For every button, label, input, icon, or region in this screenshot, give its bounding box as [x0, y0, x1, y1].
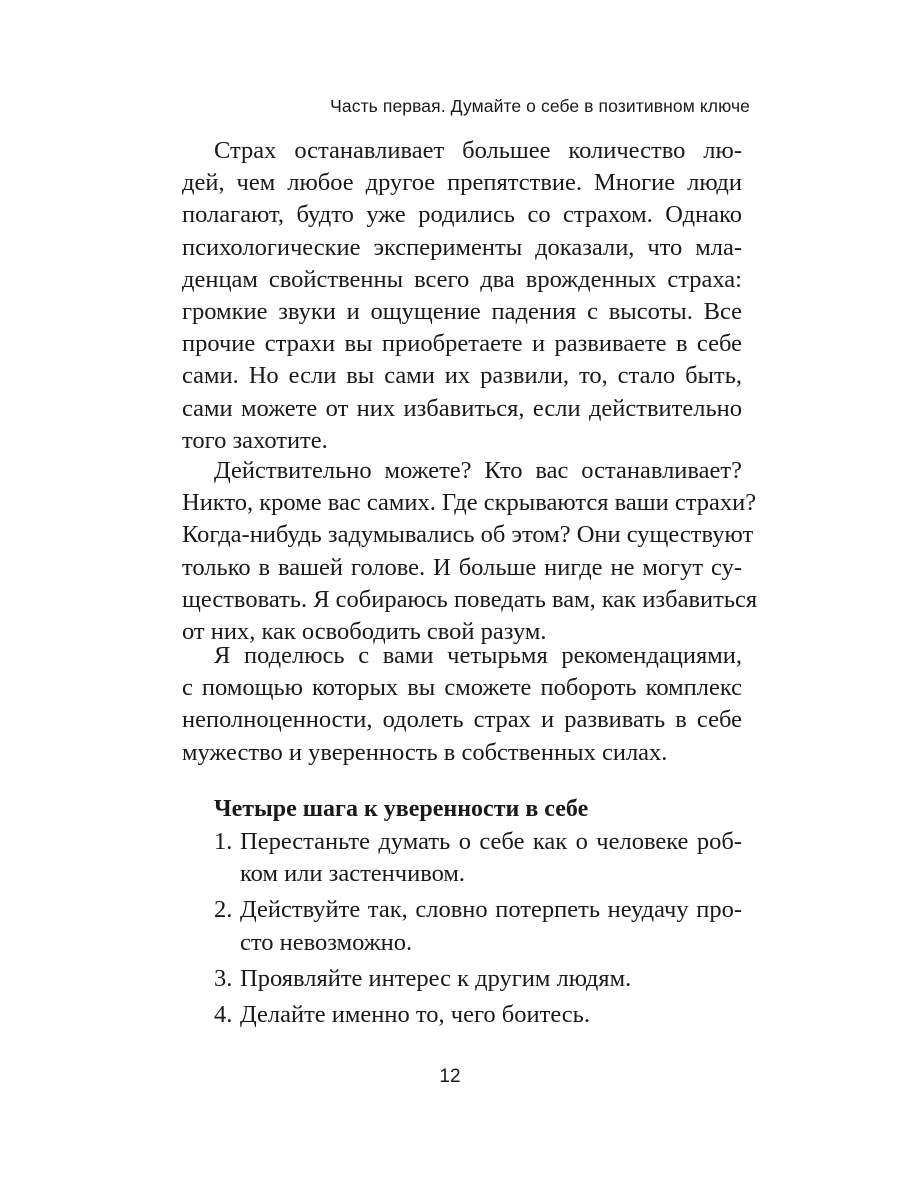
- paragraph-line: Страх останавливает большее количество лю-: [214, 137, 742, 164]
- step-line: Перестаньте думать о себе как о человеке роб-: [240, 828, 742, 855]
- paragraph-line: только в вашей голове. И больше нигде не могут су-: [182, 553, 742, 581]
- paragraph-line: дей, чем любое другое препятствие. Многие люди: [182, 169, 742, 197]
- paragraph-line: мужество и уверенность в собственных силах.: [182, 738, 668, 766]
- steps-heading: Четыре шага к уверенности в себе: [214, 796, 589, 822]
- step-line: Проявляйте интерес к другим людям.: [240, 964, 632, 992]
- paragraph-1: [182, 135, 742, 457]
- paragraph-line: Я поделюсь с вами четырьмя рекомендациями,: [214, 642, 742, 669]
- paragraph-line: того захотите.: [182, 426, 328, 454]
- paragraph-line: денцам свойственны всего два врожденных страха:: [182, 265, 742, 293]
- paragraph-line: Когда-нибудь задумывались об этом? Они существуют: [182, 521, 754, 549]
- step-line: ком или застенчивом.: [240, 860, 466, 888]
- step-line: Делайте именно то, чего боитесь.: [240, 1001, 590, 1029]
- paragraph-2: [182, 455, 758, 648]
- paragraph-line: сами. Но если вы сами их развили, то, стало быть,: [182, 362, 742, 390]
- paragraph-line: полагают, будто уже родились со страхом. Однако: [182, 201, 742, 229]
- paragraph-line: сами можете от них избавиться, если действительно: [182, 394, 742, 422]
- step-number: 2.: [214, 896, 233, 924]
- list-item: [214, 999, 742, 1031]
- step-line: Действуйте так, словно потерпеть неудачу про-: [240, 896, 742, 924]
- paragraph-line: громкие звуки и ощущение падения с высоты. Все: [182, 298, 742, 326]
- paragraph-line: прочие страхи вы приобретаете и развиваете в себе: [182, 330, 742, 358]
- paragraph-line: неполноценности, одолеть страх и развивать в себе: [182, 706, 742, 734]
- paragraph-line: Никто, кроме вас самих. Где скрываются ваши страхи?: [182, 489, 757, 517]
- page-number: 12: [439, 1066, 461, 1087]
- paragraph-line: с помощью которых вы сможете побороть комплекс: [182, 674, 742, 702]
- paragraph-3: [182, 640, 742, 769]
- paragraph-line: психологические эксперименты доказали, что мла-: [182, 233, 742, 261]
- step-line: сто невозможно.: [240, 928, 413, 956]
- paragraph-line: ществовать. Я собираюсь поведать вам, как избавиться: [182, 585, 758, 613]
- paragraph-line: от них, как освободить свой разум.: [182, 618, 547, 646]
- step-number: 1.: [214, 828, 233, 855]
- step-number: 3.: [214, 964, 233, 992]
- list-item: [214, 963, 742, 995]
- running-head: Часть первая. Думайте о себе в позитивном ключе: [330, 96, 750, 116]
- step-number: 4.: [214, 1001, 233, 1029]
- steps-list: [214, 826, 742, 1035]
- paragraph-line: Действительно можете? Кто вас останавливает?: [214, 457, 742, 484]
- list-item: [214, 826, 742, 890]
- list-item: [214, 894, 742, 958]
